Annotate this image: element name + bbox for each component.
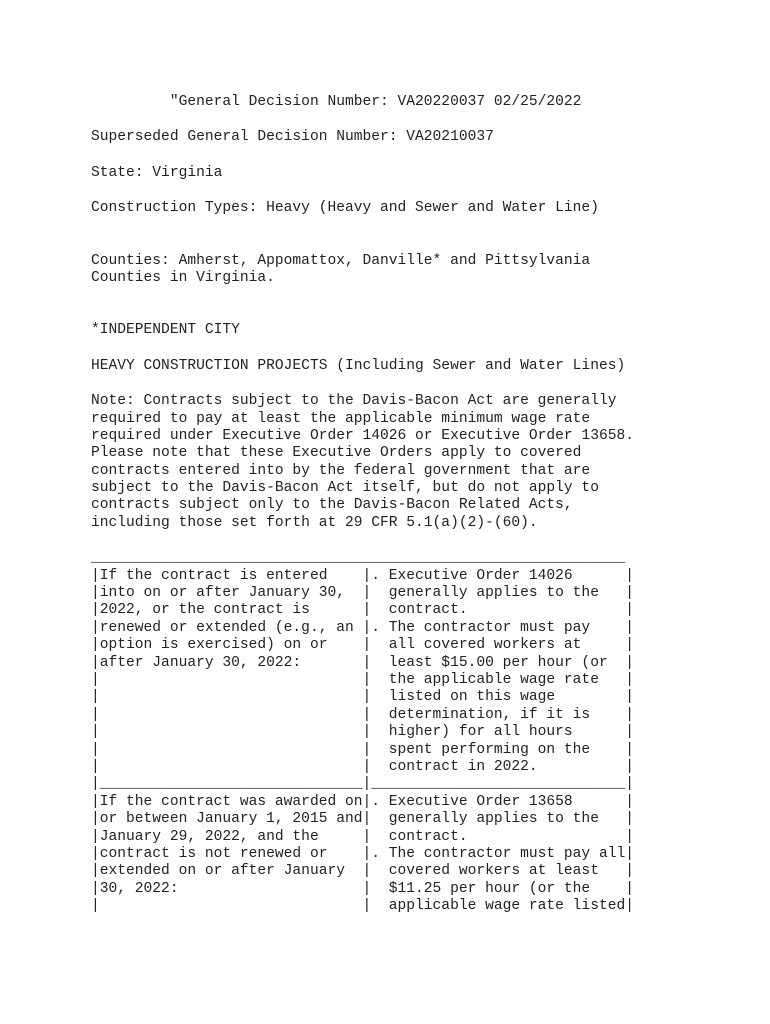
note-line: contracts entered into by the federal government that are <box>91 462 591 479</box>
table-line: |30, 2022: | $11.25 per hour (or the | <box>91 880 634 897</box>
table-line: |renewed or extended (e.g., an |. The contractor must pay | <box>91 619 634 636</box>
table-line: |after January 30, 2022: | least $15.00 per hour (or | <box>91 654 634 671</box>
construction-types-line: Construction Types: Heavy (Heavy and Sewer and Water Line) <box>91 200 599 217</box>
note-line: subject to the Davis-Bacon Act itself, but do not apply to <box>91 480 599 497</box>
counties-line: Counties in Virginia. <box>91 269 275 286</box>
note-line: required to pay at least the applicable minimum wage rate <box>91 410 591 427</box>
note-line: required under Executive Order 14026 or Executive Order 13658. <box>91 427 634 444</box>
table-line: | | higher) for all hours | <box>91 724 634 741</box>
table-line: | | listed on this wage | <box>91 689 634 706</box>
table-line: | | the applicable wage rate | <box>91 671 634 688</box>
table-line: |contract is not renewed or |. The contractor must pay all| <box>91 845 634 862</box>
independent-city-note: *INDEPENDENT CITY <box>91 322 240 339</box>
counties-block <box>91 253 761 288</box>
executive-order-table <box>91 550 761 915</box>
table-line: |option is exercised) on or | all covered workers at | <box>91 637 634 654</box>
state-line: State: Virginia <box>91 164 223 181</box>
table-line: | | determination, if it is | <box>91 706 634 723</box>
counties-line: Counties: Amherst, Appomattox, Danville* and Pittsylvania <box>91 252 591 269</box>
note-line: including those set forth at 29 CFR 5.1(a)(2)-(60). <box>91 514 538 531</box>
table-line: |If the contract was awarded on|. Executive Order 13658 | <box>91 793 634 810</box>
table-line: |2022, or the contract is | contract. | <box>91 602 634 619</box>
table-line: |January 29, 2022, and the | contract. | <box>91 828 634 845</box>
table-line: | | applicable wage rate listed| <box>91 898 634 915</box>
document-page <box>91 94 761 915</box>
note-line: Please note that these Executive Orders apply to covered <box>91 445 582 462</box>
table-line: |extended on or after January | covered workers at least | <box>91 863 634 880</box>
note-line: Note: Contracts subject to the Davis-Bacon Act are generally <box>91 393 617 410</box>
table-line: | | contract in 2022. | <box>91 758 634 775</box>
table-line: | | spent performing on the | <box>91 741 634 758</box>
superseded-decision-number: Superseded General Decision Number: VA20210037 <box>91 129 494 146</box>
table-line: |______________________________|_____________________________| <box>91 776 634 793</box>
table-line: |into on or after January 30, | generally applies to the | <box>91 585 634 602</box>
table-line: |If the contract is entered |. Executive Order 14026 | <box>91 567 634 584</box>
note-line: contracts subject only to the Davis-Bacon Related Acts, <box>91 497 573 514</box>
table-line: |or between January 1, 2015 and| generally applies to the | <box>91 811 634 828</box>
table-line: _____________________________________________________________ <box>91 550 626 567</box>
heavy-projects-heading: HEAVY CONSTRUCTION PROJECTS (Including Sewer and Water Lines) <box>91 357 626 374</box>
general-decision-number: "General Decision Number: VA20220037 02/25/2022 <box>91 94 582 110</box>
note-paragraph <box>91 393 761 532</box>
